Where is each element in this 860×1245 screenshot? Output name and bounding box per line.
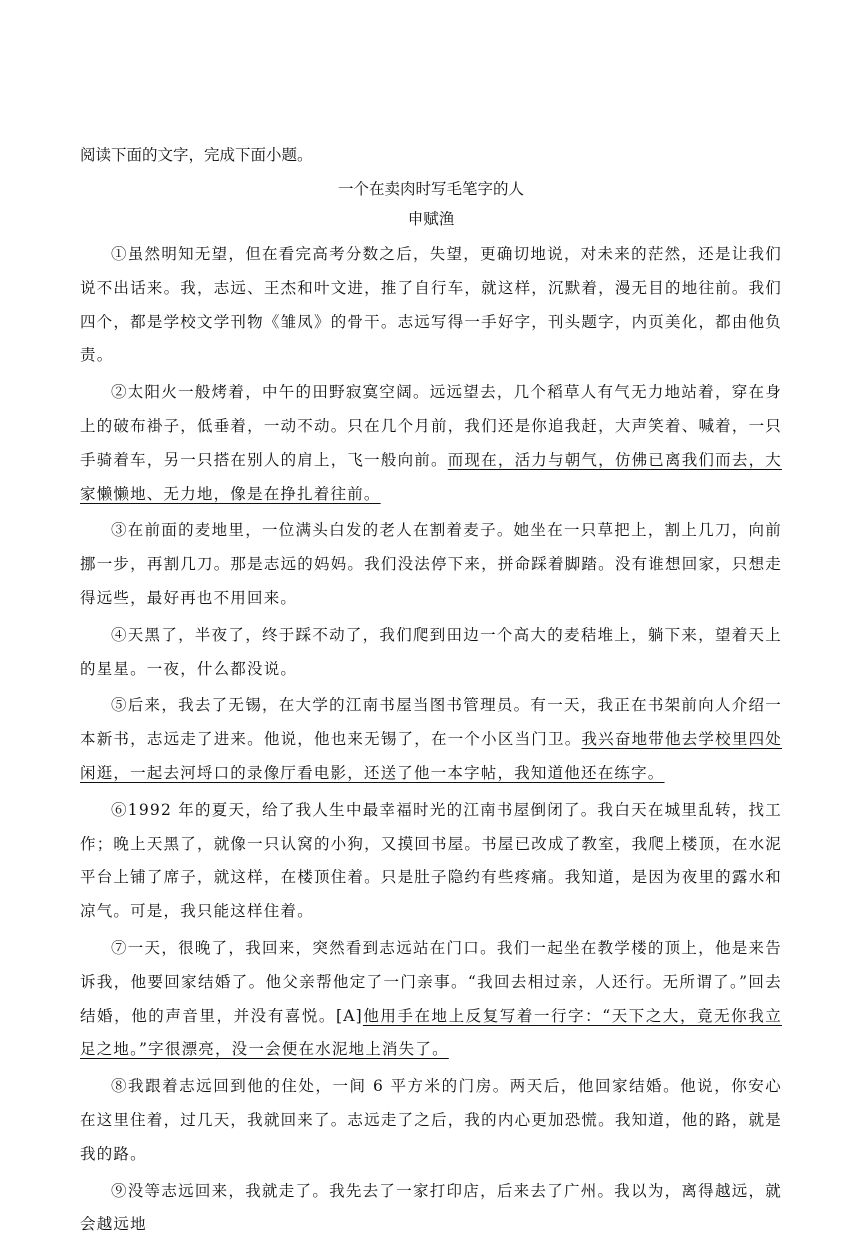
paragraph-text: ①虽然明知无望，但在看完高考分数之后，失望，更确切地说，对未来的茫然，还是让我们说不出话来。我，志远、王杰和叶文进，推了自行车，就这样，沉默着，漫无目的地往前。我们四个，都是学校文学刊物《雏凤》的骨干。志远写得一手好字，刊头题字，内页美化，都由他负责。 bbox=[80, 245, 782, 365]
paragraph-4 bbox=[80, 619, 782, 687]
paragraph-9 bbox=[80, 1175, 782, 1243]
paragraph-text: ③在前面的麦地里，一位满头白发的老人在割着麦子。她坐在一只草把上，割上几刀，向前挪一步，再割几刀。那是志远的妈妈。我们没法停下来，拼命踩着脚踏。没有谁想回家，只想走得远些，最好再也不用回来。 bbox=[80, 521, 782, 607]
paragraph-text: ⑧我跟着志远回到他的住处，一间 6 平方米的门房。两天后，他回家结婚。他说，你安心在这里住着，过几天，我就回来了。志远走了之后，我的内心更加恐慌。我知道，他的路，就是我的路。 bbox=[80, 1077, 782, 1163]
paragraph-3 bbox=[80, 514, 782, 615]
paragraph-text: ⑨没等志远回来，我就走了。我先去了一家打印店，后来去了广州。我以为，离得越远，就会越远地 bbox=[80, 1181, 782, 1234]
paragraph-text: ⑤后来，我去了无锡，在大学的江南书屋当图书管理员。有一天，我正在书架前向人介绍一本新书，志远走了进来。他说，他也来无锡了，在一个小区当门卫。 bbox=[80, 696, 782, 749]
document-page bbox=[80, 142, 782, 1245]
instruction-text: 阅读下面的文字，完成下面小题。 bbox=[80, 146, 313, 164]
underlined-sentence: 而现在，活力与朝气，仿佛已离我们而去，大家懒懒地、无力地，像是在挣扎着往前。 bbox=[80, 450, 782, 503]
paragraph-7 bbox=[80, 932, 782, 1067]
paragraph-text: ④天黑了，半夜了，终于踩不动了，我们爬到田边一个高大的麦秸堆上，躺下来，望着天上的星星。一夜，什么都没说。 bbox=[80, 625, 782, 678]
underlined-sentence: 我兴奋地带他去学校里四处闲逛，一起去河埒口的录像厅看电影，还送了他一本字帖，我知道他还在练字。 bbox=[80, 730, 782, 782]
paragraph-text: ⑥1992 年的夏天，给了我人生中最幸福时光的江南书屋倒闭了。我白天在城里乱转，找工作；晚上天黑了，就像一只认窝的小狗，又摸回书屋。书屋已改成了教室，我爬上楼顶，在水泥平台上铺了席子，就这样，在楼顶住着。只是肚子隐约有些疼痛。我知道，是因为夜里的露水和凉气。可是，我只能这样住着。 bbox=[80, 800, 782, 921]
paragraph-text: ⑦一天，很晚了，我回来，突然看到志远站在门口。我们一起坐在教学楼的顶上，他是来告诉我，他要回家结婚了。他父亲帮他定了一门亲事。“我回去相过亲，人还行。无所谓了。”回去结婚，他的声音里，并没有喜悦。[A] bbox=[80, 938, 782, 1025]
paragraph-1 bbox=[80, 238, 782, 373]
paragraph-text: ②太阳火一般烤着，中午的田野寂寞空阔。远远望去，几个稻草人有气无力地站着，穿在身上的破布褂子，低垂着，一动不动。只在几个月前，我们还是你追我赶，大声笑着、喊着，一只手骑着车，另一只搭在别人的肩上，飞一般向前。 bbox=[80, 383, 782, 469]
article-author: 申赋渔 bbox=[407, 210, 455, 228]
paragraph-8 bbox=[80, 1070, 782, 1171]
paragraph-2 bbox=[80, 376, 782, 511]
paragraph-5 bbox=[80, 689, 782, 790]
paragraph-6 bbox=[80, 794, 782, 929]
underlined-sentence: 他用手在地上反复写着一行字：“天下之大，竟无你我立足之地。”字很漂亮，没一会便在水泥地上消失了。 bbox=[80, 1006, 783, 1059]
article-title: 一个在卖肉时写毛笔字的人 bbox=[337, 180, 524, 198]
